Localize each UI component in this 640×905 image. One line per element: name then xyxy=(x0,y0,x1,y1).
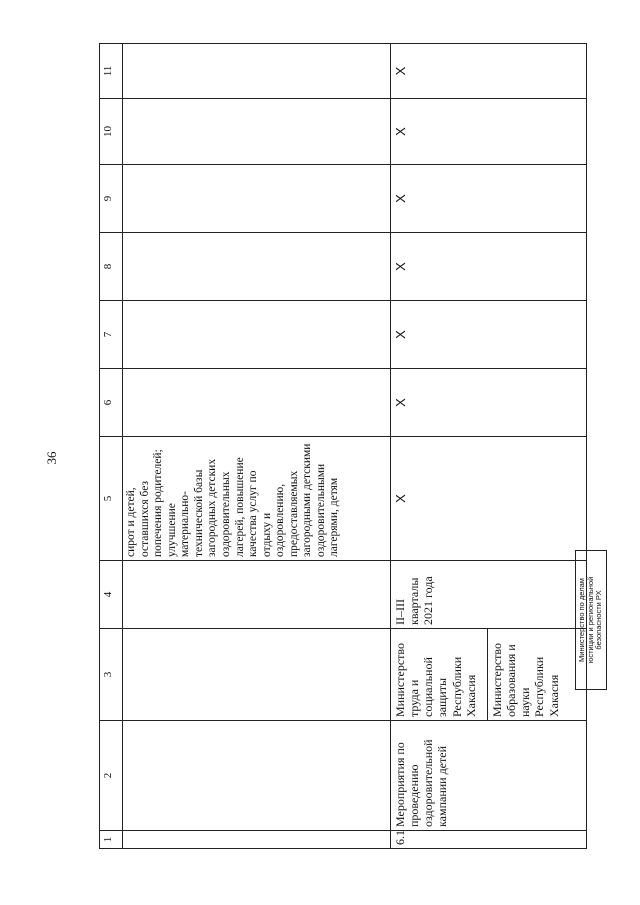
stamp-line-1: Министерство по делам xyxy=(577,578,586,662)
col6-x: X xyxy=(391,369,587,437)
cont-cell-4 xyxy=(123,561,391,629)
continued-row xyxy=(123,44,391,849)
col-header-7: 7 xyxy=(100,301,123,369)
rotated-table-container xyxy=(99,44,589,849)
cont-cell-11 xyxy=(123,44,391,99)
cont-cell-9 xyxy=(123,165,391,233)
executors-cell xyxy=(391,629,587,721)
col-header-6: 6 xyxy=(100,369,123,437)
col10-x: X xyxy=(391,99,587,165)
col-header-3: 3 xyxy=(100,629,123,721)
col-header-8: 8 xyxy=(100,233,123,301)
col7-x: X xyxy=(391,301,587,369)
cont-cell-3 xyxy=(123,629,391,721)
col-header-1: 1 xyxy=(100,831,123,849)
col5-x: X xyxy=(391,437,587,561)
col-header-10: 10 xyxy=(100,99,123,165)
row-number: 6.1 xyxy=(391,831,587,849)
cont-cell-8 xyxy=(123,233,391,301)
col8-x: X xyxy=(391,233,587,301)
col-header-11: 11 xyxy=(100,44,123,99)
col-header-4: 4 xyxy=(100,561,123,629)
registration-stamp xyxy=(575,550,615,690)
col9-x: X xyxy=(391,165,587,233)
term-cell: II–III кварталы 2021 года xyxy=(391,561,587,629)
col-header-2: 2 xyxy=(100,721,123,831)
col-header-9: 9 xyxy=(100,165,123,233)
header-row xyxy=(100,44,123,849)
page-number: 36 xyxy=(44,451,59,465)
executor-2: Министерство образования и науки Республики Хакасия xyxy=(490,643,561,717)
cont-cell-5-goal-text: сирот и детей, оставшихся без попечения родителей; улучшение материально-технической базы загородных детских оздоровительных лагерей, повышение качества услуг по отдыху и оздоровлению, предоставляемых загородными детскими оздоровительными лагерями, детям xyxy=(123,437,391,561)
cont-cell-1 xyxy=(123,831,391,849)
cont-cell-10 xyxy=(123,99,391,165)
cont-cell-7 xyxy=(123,301,391,369)
measure-name: Мероприятия по проведению оздоровительной кампании детей xyxy=(391,721,587,831)
stamp-line-2: юстиции и региональной xyxy=(585,576,595,664)
executor-1: Министерство труда и социальной защиты Республики Хакасия xyxy=(391,629,488,720)
col11-x: X xyxy=(391,44,587,99)
row-6-1 xyxy=(391,44,587,849)
stamp-line-3: безопасности РХ xyxy=(594,590,604,650)
cont-cell-6 xyxy=(123,369,391,437)
measures-table xyxy=(99,43,587,849)
cont-cell-2 xyxy=(123,721,391,831)
col-header-5: 5 xyxy=(100,437,123,561)
